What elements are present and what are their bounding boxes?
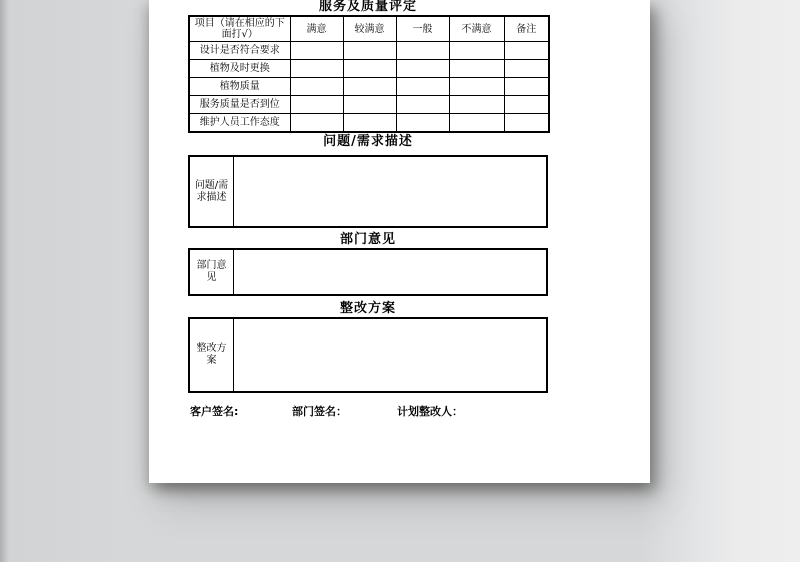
document-page — [149, 0, 650, 483]
rating-cell[interactable] — [343, 78, 396, 96]
rating-cell[interactable] — [343, 60, 396, 78]
issues-box-label: 问题/需求描述 — [190, 157, 234, 226]
rating-cell[interactable] — [290, 114, 343, 133]
remarks-cell[interactable] — [504, 78, 549, 96]
section-title-issues: 问题/需求描述 — [323, 134, 413, 149]
criterion-label: 植物质量 — [189, 78, 290, 96]
remarks-cell[interactable] — [504, 42, 549, 60]
column-header-average: 一般 — [396, 16, 449, 42]
column-header-satisfied: 满意 — [290, 16, 343, 42]
column-header-unsatisfied: 不满意 — [449, 16, 504, 42]
customer-signature-label: 客户签名: — [190, 405, 239, 418]
department-opinion-box-label: 部门意见 — [190, 250, 234, 294]
issues-input-area[interactable] — [234, 157, 546, 226]
rating-cell[interactable] — [449, 78, 504, 96]
rectification-plan-input-area[interactable] — [234, 319, 546, 391]
rating-cell[interactable] — [343, 42, 396, 60]
rating-cell[interactable] — [290, 96, 343, 114]
header-row — [189, 16, 549, 42]
issues-box — [188, 155, 548, 228]
department-signature-label: 部门签名： — [292, 405, 347, 418]
rating-cell[interactable] — [449, 42, 504, 60]
rectification-plan-box — [188, 317, 548, 393]
evaluation-table — [188, 15, 550, 133]
rating-cell[interactable] — [343, 114, 396, 133]
table-row — [189, 78, 549, 96]
rating-cell[interactable] — [396, 114, 449, 133]
rating-cell[interactable] — [396, 60, 449, 78]
department-opinion-input-area[interactable] — [234, 250, 546, 294]
criterion-label: 服务质量是否到位 — [189, 96, 290, 114]
table-row — [189, 60, 549, 78]
criterion-label: 维护人员工作态度 — [189, 114, 290, 133]
criterion-label: 设计是否符合要求 — [189, 42, 290, 60]
criterion-label: 植物及时更换 — [189, 60, 290, 78]
remarks-cell[interactable] — [504, 96, 549, 114]
rating-cell[interactable] — [396, 96, 449, 114]
rating-cell[interactable] — [290, 60, 343, 78]
table-row — [189, 42, 549, 60]
rating-cell[interactable] — [449, 114, 504, 133]
table-row — [189, 96, 549, 114]
rectification-plan-box-label: 整改方案 — [190, 319, 234, 391]
department-opinion-box — [188, 248, 548, 296]
column-header-remarks: 备注 — [504, 16, 549, 42]
column-header-item: 项目（请在相应的下面打√） — [189, 16, 290, 42]
rating-cell[interactable] — [396, 42, 449, 60]
rating-cell[interactable] — [449, 96, 504, 114]
rating-cell[interactable] — [449, 60, 504, 78]
table-row — [189, 114, 549, 133]
section-title-rectification-plan: 整改方案 — [339, 301, 396, 316]
rating-cell[interactable] — [290, 42, 343, 60]
remarks-cell[interactable] — [504, 60, 549, 78]
remarks-cell[interactable] — [504, 114, 549, 133]
rectification-planner-label: 计划整改人： — [397, 405, 463, 418]
column-header-fairly-satisfied: 较满意 — [343, 16, 396, 42]
rating-cell[interactable] — [396, 78, 449, 96]
form-title: 服务及质量评定 — [318, 0, 417, 14]
rating-cell[interactable] — [343, 96, 396, 114]
rating-cell[interactable] — [290, 78, 343, 96]
section-title-department-opinion: 部门意见 — [339, 232, 396, 247]
